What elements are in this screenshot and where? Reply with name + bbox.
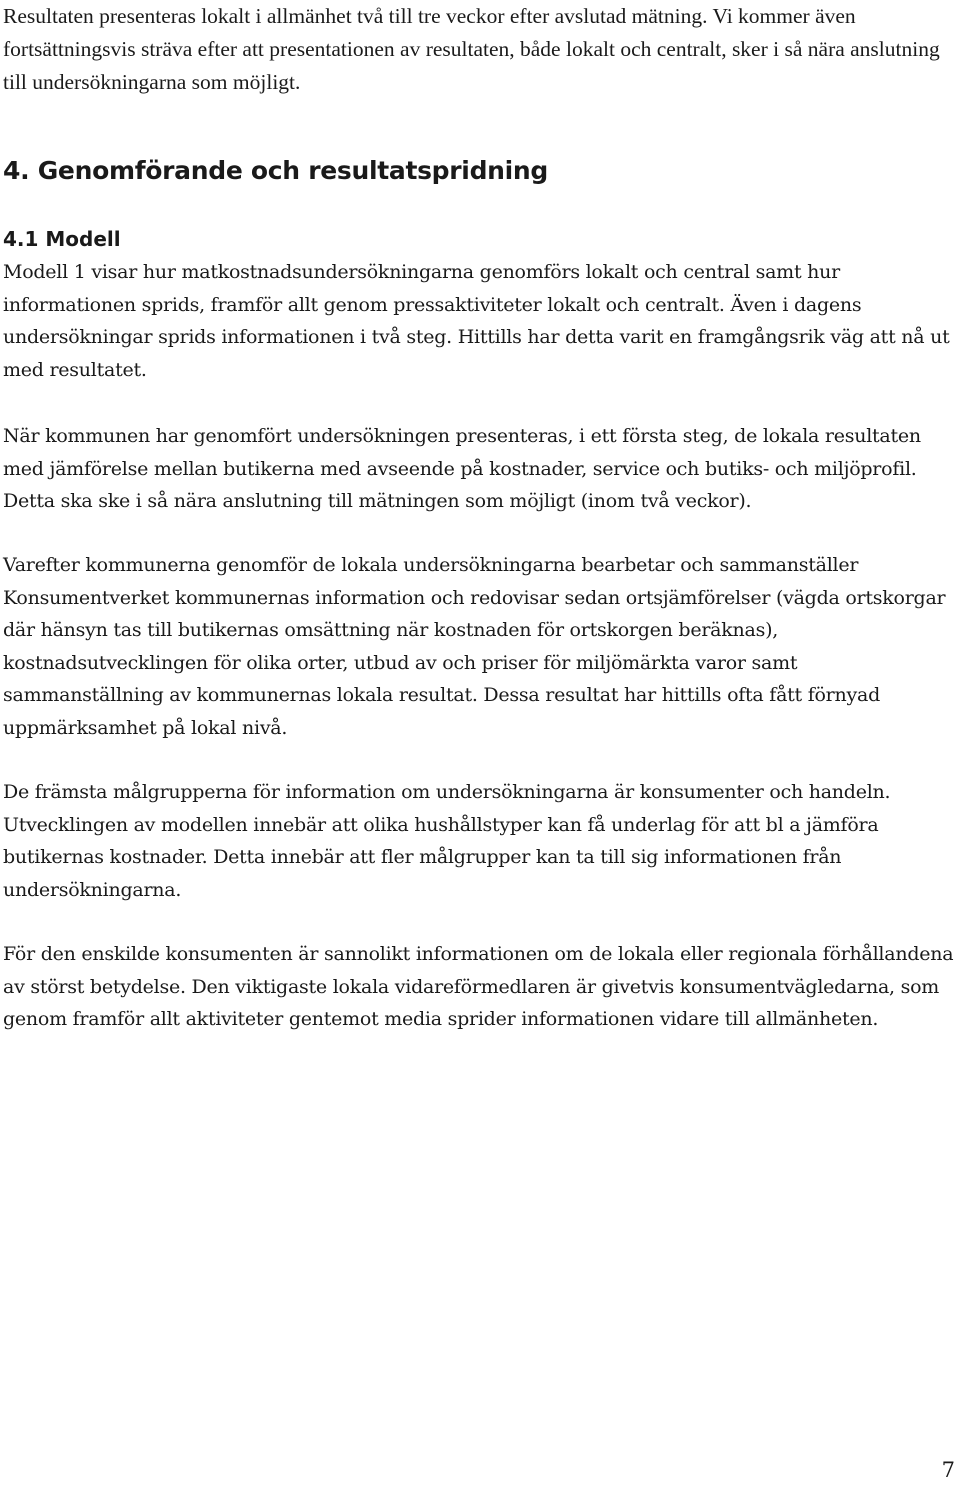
section-heading: 4. Genomförande och resultatspridning bbox=[3, 156, 549, 185]
body-paragraph: För den enskilde konsumenten är sannolikt informationen om de lokala eller regionala förhållandena av störst betydelse. Den viktigaste lokala vidareförmedlaren är givetvis konsumentvägledarna, som genom framför allt aktiviteter gentemot media sprider informationen vidare till allmänheten. bbox=[3, 943, 954, 1030]
body-paragraph: De främsta målgrupperna för information om undersökningarna är konsumenter och handeln. Utvecklingen av modellen innebär att olika hushållstyper kan få underlag för att bl a jämföra butikernas kostnader. Detta innebär att fler målgrupper kan ta till sig informationen från undersökningarna. bbox=[3, 781, 891, 901]
subsection-heading: 4.1 Modell bbox=[3, 227, 121, 251]
intro-paragraph: Resultaten presenteras lokalt i allmänhet två till tre veckor efter avslutad mätning. Vi kommer även fortsättningsvis sträva efter att presentationen av resultaten, både lokalt och centralt, sker i så nära anslutning till undersökningarna som möjligt. bbox=[3, 4, 940, 94]
body-paragraph: Modell 1 visar hur matkostnadsundersökningarna genomförs lokalt och central samt hur informationen sprids, framför allt genom pressaktiviteter lokalt och centralt. Även i dagens undersökningar sprids informationen i två steg. Hittills har detta varit en framgångsrik väg att nå ut med resultatet. bbox=[3, 261, 950, 381]
body-paragraph: När kommunen har genomfört undersökningen presenteras, i ett första steg, de lokala resultaten med jämförelse mellan butikerna med avseende på kostnader, service och butiks- och miljöprofil. Detta ska ske i så nära anslutning till mätningen som möjligt (inom två veckor). bbox=[3, 425, 921, 512]
body-paragraph: Varefter kommunerna genomför de lokala undersökningarna bearbetar och sammanställer Konsumentverket kommunernas information och redovisar sedan ortsjämförelser (vägda ortskorgar där hänsyn tas till butikernas omsättning när kostnaden för ortskorgen beräknas), kostnadsutvecklingen för olika orter, utbud av och priser för miljömärkta varor samt sammanställning av kommunernas lokala resultat. Dessa resultat har hittills ofta fått förnyad uppmärksamhet på lokal nivå. bbox=[3, 554, 946, 739]
page-number: 7 bbox=[941, 1458, 955, 1482]
